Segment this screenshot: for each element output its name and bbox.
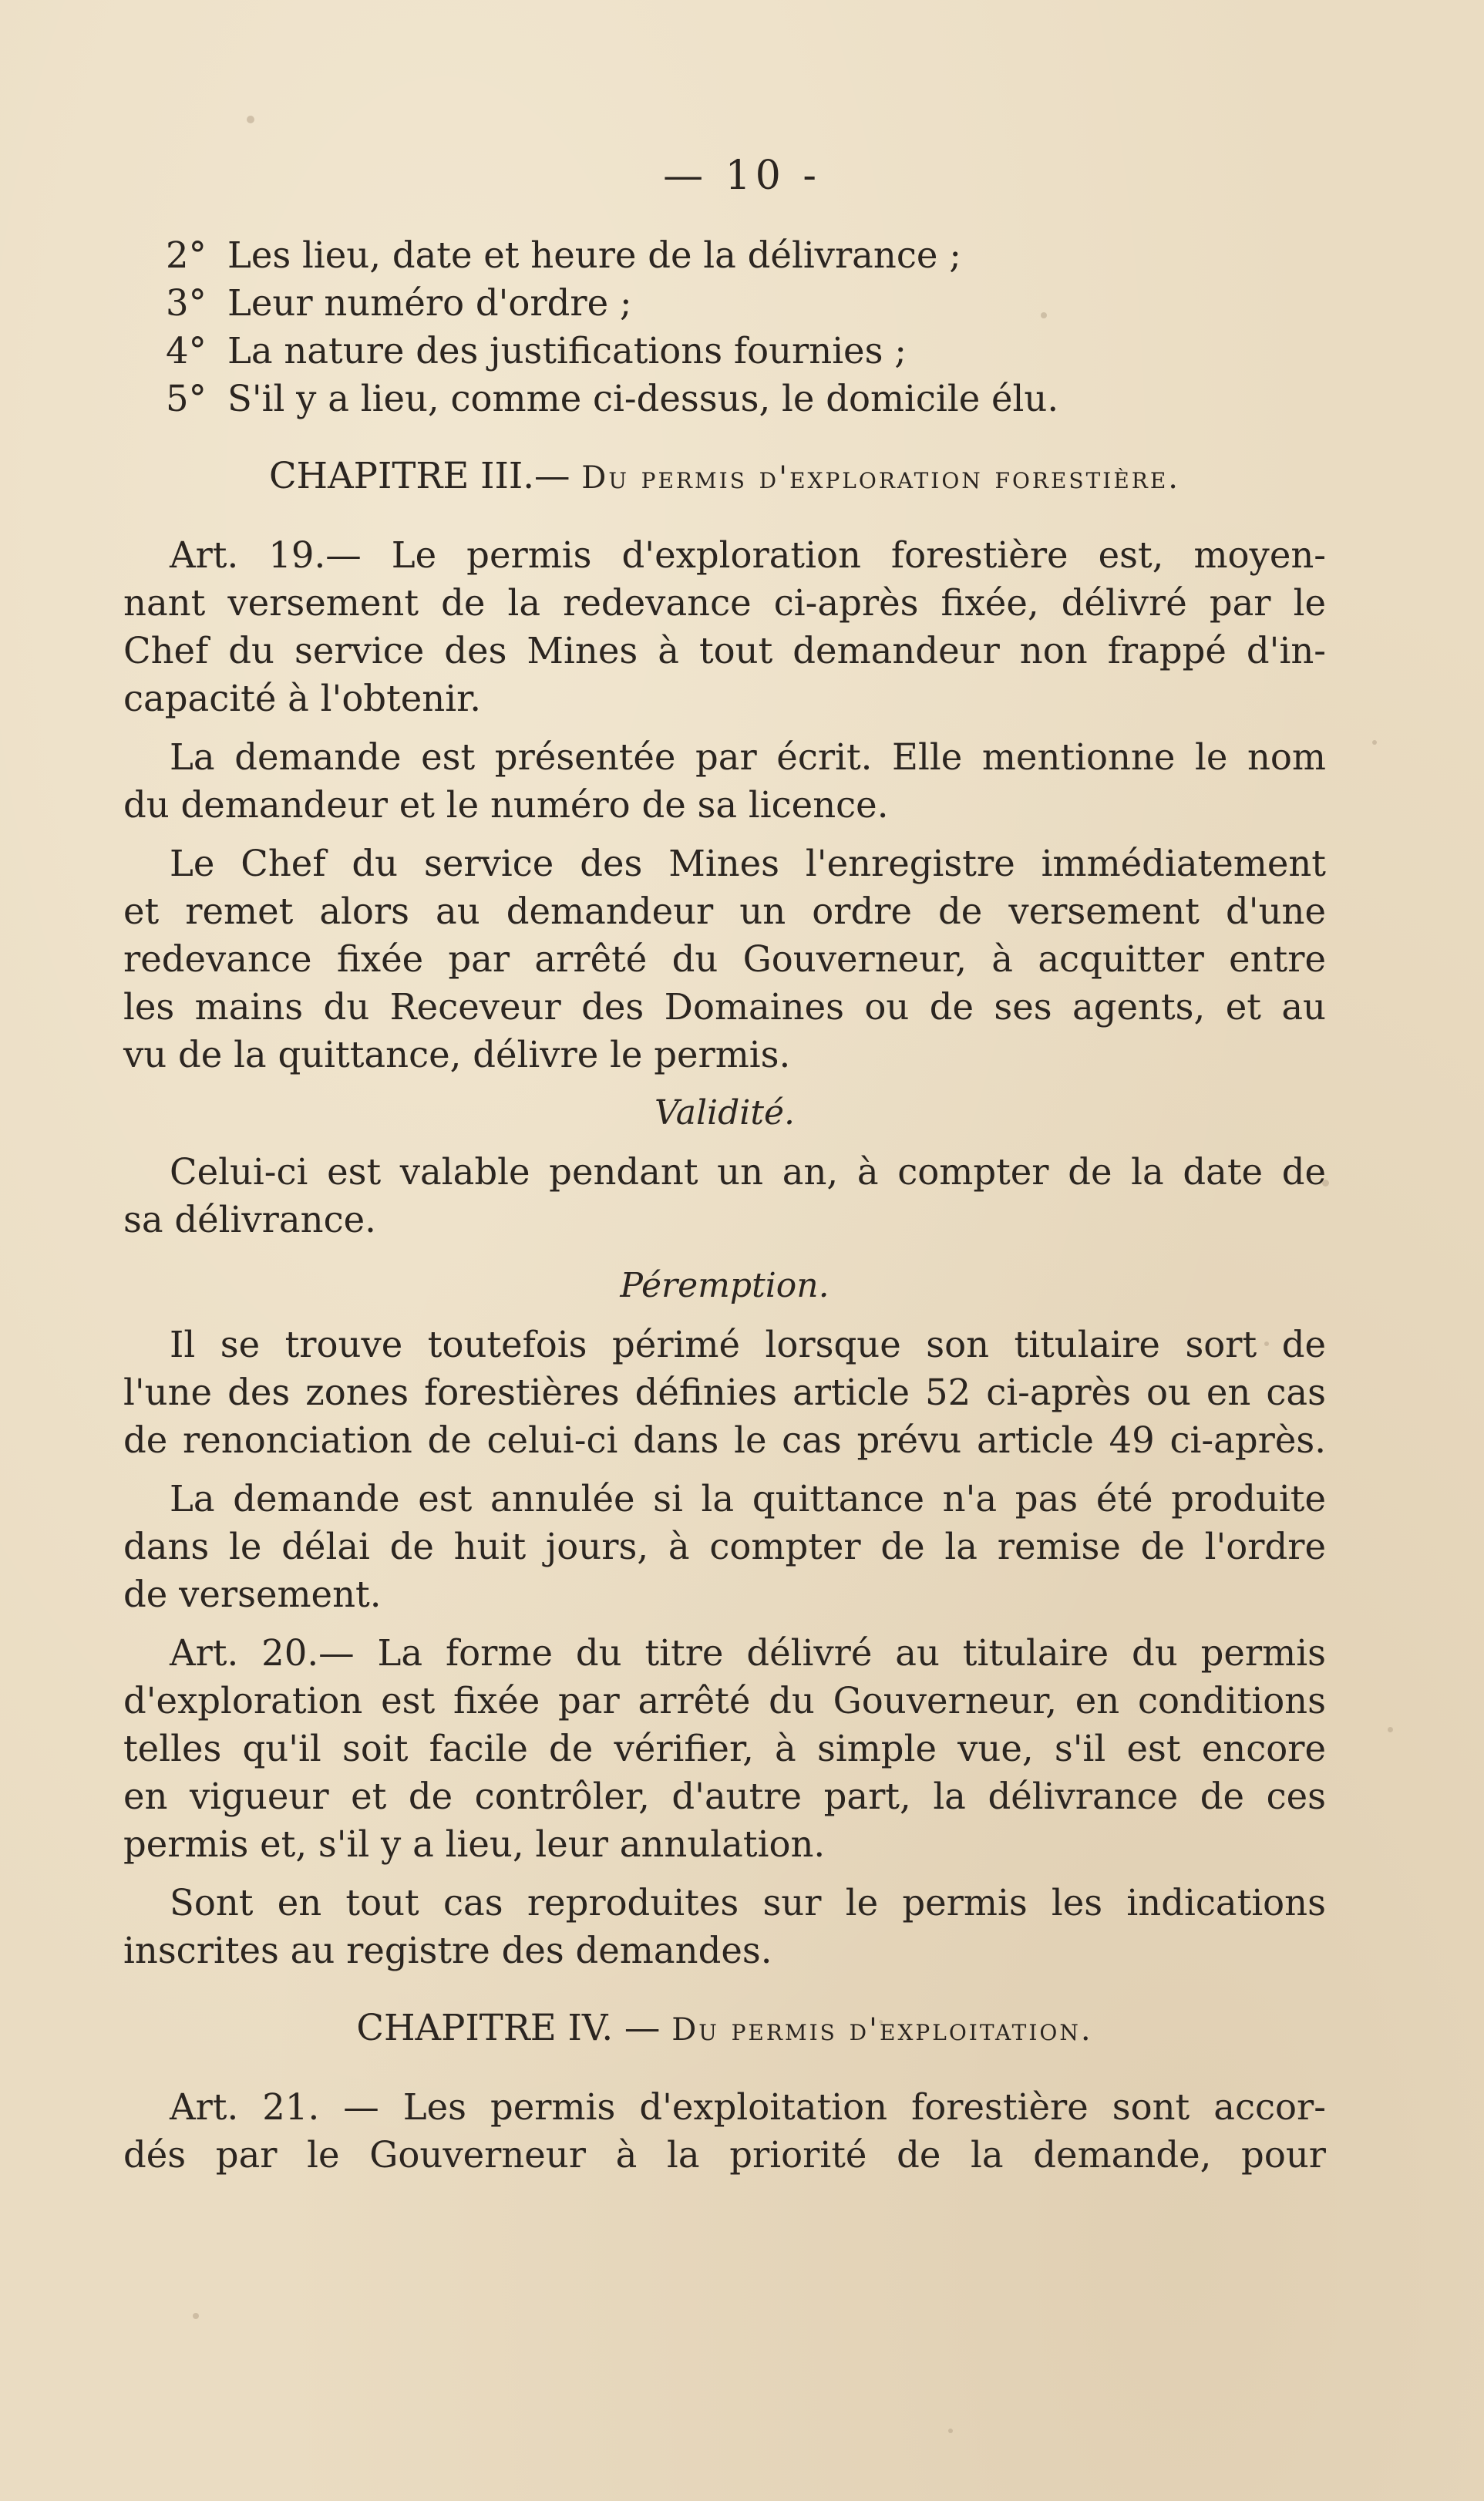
text-line: du demandeur et le numéro de sa licence.: [123, 784, 889, 826]
chapter-heading: [123, 2004, 1326, 2054]
text-line: Le Chef du service des Mines l'enregistre immédiatement: [170, 843, 1326, 884]
text-line: Art. 21. — Les permis d'exploitation forestière sont accor-: [170, 2086, 1326, 2128]
text-line: Art. 20.— La forme du titre délivré au titulaire du permis: [170, 1632, 1326, 1674]
chapter-title: Du permis d'exploitation.: [671, 2012, 1093, 2048]
chapter-label: CHAPITRE IV. —: [356, 2007, 661, 2048]
text-line: La demande est annulée si la quittance n'a pas été produite: [170, 1478, 1326, 1520]
item-number: 4°: [166, 330, 207, 372]
enumeration-list: [123, 231, 1326, 422]
chapter-label: CHAPITRE III.—: [268, 455, 570, 496]
page-body: [123, 231, 1326, 2179]
text-line: La demande est présentée par écrit. Elle mentionne le nom: [170, 736, 1326, 778]
article-19: [123, 531, 1326, 1079]
item-number: 2°: [166, 234, 207, 276]
text-line: permis et, s'il y a lieu, leur annulation.: [123, 1823, 826, 1865]
text-line: sa délivrance.: [123, 1199, 376, 1240]
list-item: [123, 279, 1326, 327]
text-line: de renonciation de celui-ci dans le cas prévu article 49 ci-après.: [123, 1419, 1326, 1461]
paper-speck: [948, 2429, 953, 2433]
text-line: telles qu'il soit facile de vérifier, à simple vue, s'il est encore: [123, 1728, 1326, 1769]
list-item: [123, 327, 1326, 375]
section-subtitle: Validité.: [654, 1093, 796, 1133]
text-line: et remet alors au demandeur un ordre de versement d'une: [123, 890, 1326, 932]
chapter-heading: [123, 452, 1326, 502]
text-line: dés par le Gouverneur à la priorité de la demande, pour: [123, 2134, 1326, 2176]
text-line: les mains du Receveur des Domaines ou de ses agents, et au: [123, 986, 1326, 1028]
text-line: dans le délai de huit jours, à compter de la remise de l'ordre: [123, 1526, 1326, 1567]
item-text: S'il y a lieu, comme ci-dessus, le domicile élu.: [227, 378, 1059, 419]
item-text: Leur numéro d'ordre ;: [227, 282, 632, 324]
item-text: Les lieu, date et heure de la délivrance ;: [227, 234, 961, 276]
paper-speck: [247, 116, 254, 123]
text-line: Sont en tout cas reproduites sur le permis les indications: [170, 1882, 1326, 1924]
article-20: [123, 1629, 1326, 1974]
item-number: 3°: [166, 282, 207, 324]
article-21: [123, 2083, 1326, 2179]
paper-speck: [193, 2313, 199, 2319]
text-line: l'une des zones forestières définies article 52 ci-après ou en cas: [123, 1372, 1326, 1413]
page-number: — 10 -: [663, 153, 821, 199]
text-line: capacité à l'obtenir.: [123, 678, 482, 719]
text-line: Chef du service des Mines à tout demandeur non frappé d'in-: [123, 630, 1326, 672]
text-line: redevance fixée par arrêté du Gouverneur, à acquitter entre: [123, 938, 1326, 980]
text-line: Art. 19.— Le permis d'exploration forestière est, moyen-: [170, 534, 1326, 576]
item-text: La nature des justifications fournies ;: [227, 330, 907, 372]
text-line: Celui-ci est valable pendant un an, à compter de la date de: [170, 1151, 1326, 1193]
text-line: nant versement de la redevance ci-après fixée, délivré par le: [123, 582, 1326, 624]
chapter-title: Du permis d'exploration forestière.: [581, 460, 1181, 496]
item-number: 5°: [166, 378, 207, 419]
text-line: Il se trouve toutefois périmé lorsque son titulaire sort de: [170, 1324, 1326, 1365]
text-line: d'exploration est fixée par arrêté du Gouverneur, en conditions: [123, 1680, 1326, 1722]
list-item: [123, 375, 1326, 422]
text-line: en vigueur et de contrôler, d'autre part, la délivrance de ces: [123, 1776, 1326, 1817]
paper-speck: [1372, 740, 1377, 745]
text-line: de versement.: [123, 1574, 382, 1615]
text-line: inscrites au registre des demandes.: [123, 1930, 772, 1971]
section-subtitle: Péremption.: [620, 1266, 829, 1305]
list-item: [123, 231, 1326, 279]
text-line: vu de la quittance, délivre le permis.: [123, 1034, 791, 1075]
paper-speck: [1388, 1727, 1393, 1732]
